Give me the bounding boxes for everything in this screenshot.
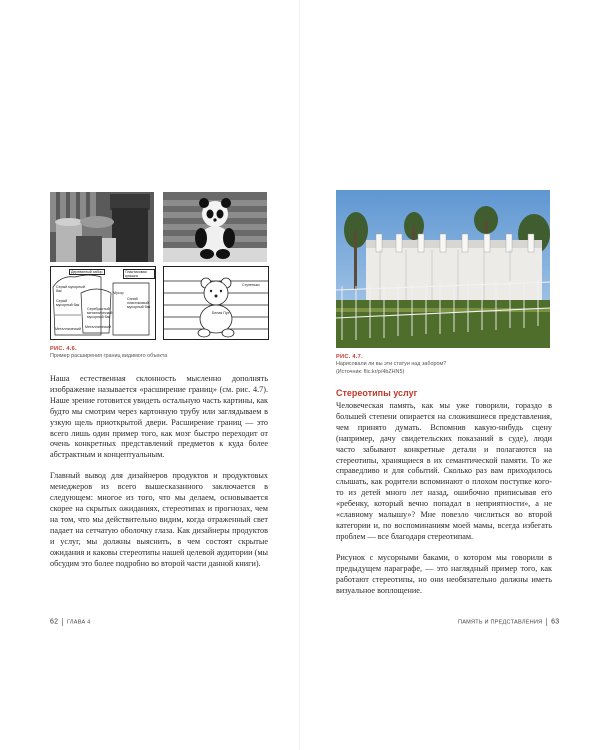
footer-divider — [62, 618, 63, 626]
sketch-label-0: Деревянный забор — [71, 270, 103, 274]
section-title: ПАМЯТЬ И ПРЕДСТАВЛЕНИЯ — [458, 619, 543, 626]
statues-fence-photo — [336, 190, 550, 348]
figure-source: (Источник: flic.kr/p/4bZHN5) — [336, 369, 405, 375]
trash-cans-photo — [50, 192, 154, 262]
trash-cans-sketch — [50, 266, 156, 340]
paragraph: Наша естественная склонность мысленно дополнять изображение называется «расширение границ» (см. рис. 4.7). Наше зрение готовится увидеть остальную часть картины, как будто мы смотрим через картонную трубу или заглядываем в узкую щель приоткрытой двери. Расширение границ — это всего лишь один пример того, как мозг быстро переходит от очень конкретных представлений предметов к куда более абстрактным и концептуальным. — [50, 374, 268, 460]
page-number: 63 — [551, 618, 560, 626]
sketch-label-3: Серый мусорный бак — [56, 299, 80, 307]
figure-label: РИС. 4.6. — [50, 346, 77, 352]
body-text — [336, 401, 552, 606]
chapter-title: ГЛАВА 4 — [66, 619, 91, 626]
sketch-label-4: Мусор — [113, 291, 124, 295]
page-number: 62 — [50, 618, 59, 626]
panda-photo — [163, 192, 267, 262]
page-footer — [458, 618, 559, 626]
figure-caption: Пример расширения границ видимого объекта — [50, 353, 168, 359]
sketch-label-1: Пластиковая крышка — [123, 269, 155, 279]
page-footer — [50, 618, 90, 626]
sketch-label-stairs: Ступеньки — [242, 283, 260, 287]
sketch-label-2: Серый мусорный бак — [56, 285, 85, 293]
paragraph: Человеческая память, как мы уже говорили, гораздо в большей степени опирается на сложившиеся представления, чем принято думать. Вспомнив какую-нибудь сцену (например, дачу свидетельских показаний в суде), люди часто забывают конкретные детали и полагаются на стереотипы, хранящиеся в их семантической памяти. То же справедливо и для событий. Сколько раз вам приходилось слышать, как родители вспоминают о плохом поступке кого-то из детей много лет назад, ошибочно приписывая его «ребенку, который вечно попадал в неприятности», а не «славному малышу»? Мне повезло числиться во второй категории и, по воспоминаниям моей мамы, всегда избегать проблем — все благодаря стереотипам. — [336, 401, 552, 541]
teddy-bear-sketch — [163, 266, 269, 340]
sketch-label-bear: Белая Пух — [212, 311, 230, 315]
sketch-label-6: Серебристый металлический мусорный бак — [87, 307, 113, 319]
section-heading: Стереотипы услуг — [336, 388, 418, 398]
sketch-label-7: Металлический — [85, 325, 111, 329]
right-page — [300, 0, 600, 750]
sketch-label-8: Металлический — [55, 327, 81, 331]
figure-label: РИС. 4.7. — [336, 354, 363, 360]
paragraph: Главный вывод для дизайнеров продуктов и продуктовых менеджеров из всего вышесказанного заключается в следующем: многое из того, что мы делаем, основывается скорее на скрытых ожиданиях, стереотипах и прогнозах, чем на том, что мы действительно видим, когда отраженный свет падает на сетчатую оболочку глаза. Как дизайнеры продуктов и услуг, мы должны выяснить, в чем состоят скрытые ожидания и каковы стереотипы нашей целевой аудитории (мы обсудим это более подробно во второй части данной книги). — [50, 471, 268, 568]
figure-caption: Нарисовали ли вы эти статуи над забором? — [336, 361, 447, 367]
footer-divider — [546, 618, 547, 626]
sketch-label-5: Синий пластиковый мусорный бак — [127, 297, 151, 309]
body-text — [50, 374, 268, 579]
paragraph: Рисунок с мусорными баками, о котором мы говорили в предыдущем параграфе, — это наглядный пример того, как работают стереотипы, но они необязательно должны иметь визуальное воплощение. — [336, 552, 552, 595]
